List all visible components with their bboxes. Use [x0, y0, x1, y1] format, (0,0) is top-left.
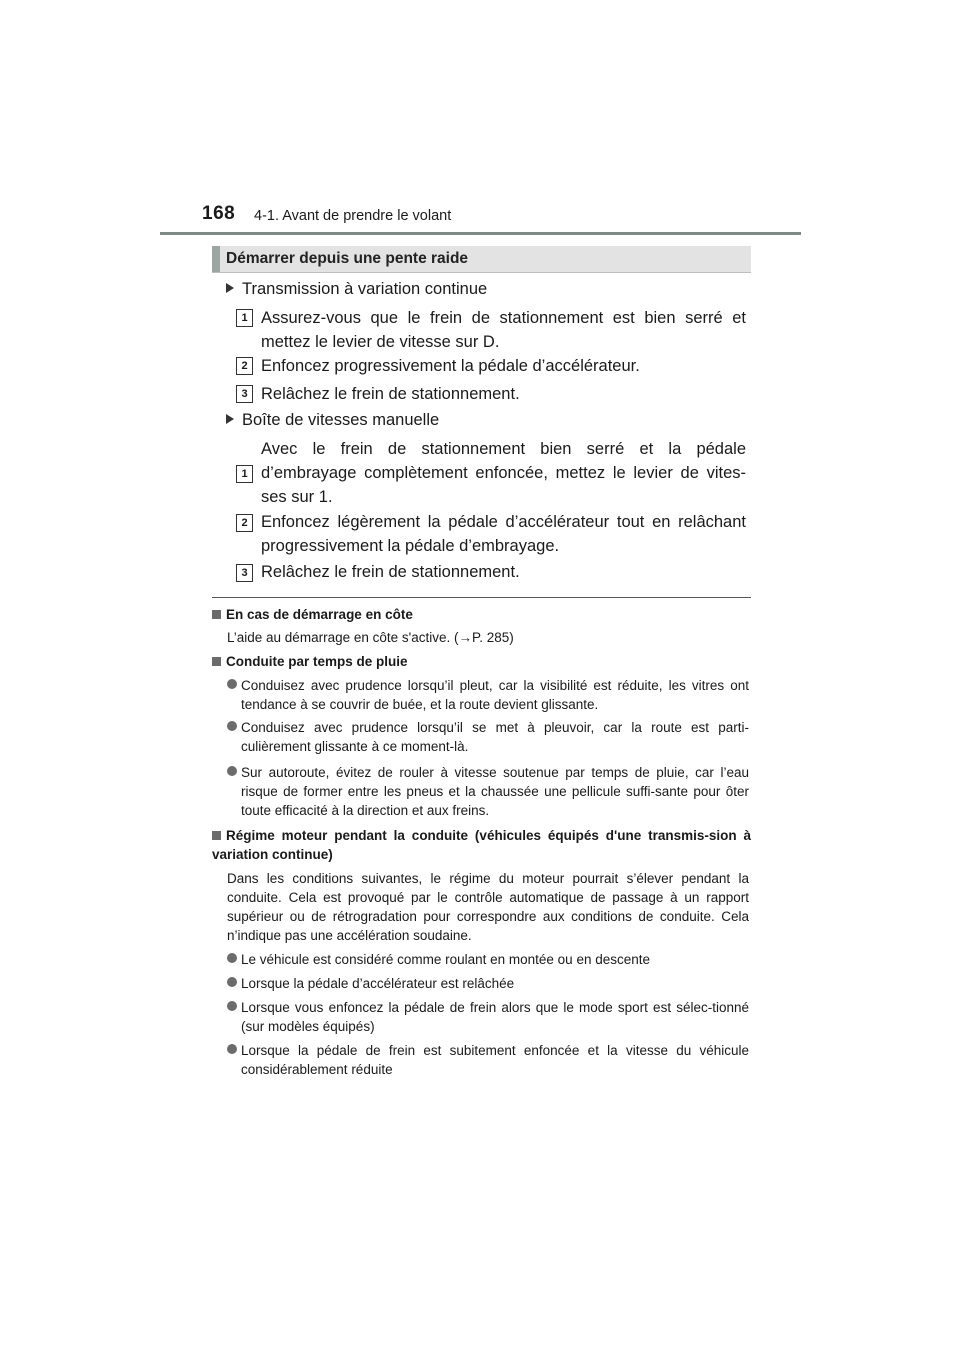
section-path: 4-1. Avant de prendre le volant	[254, 208, 452, 224]
round-bullet-icon	[227, 977, 237, 987]
triangle-bullet-icon	[226, 414, 234, 424]
engine-bullet-1: Le véhicule est considéré comme roulant en montée ou en descente	[227, 950, 749, 969]
rain-bullet-1: Conduisez avec prudence lorsqu’il pleut, car la visibilité est réduite, les vitres ont tendance à se couvrir de buée, et la route devient glissante.	[227, 676, 749, 714]
manual-step-2-number: 2	[236, 514, 253, 532]
engine-bullet-3: Lorsque vous enfoncez la pédale de frein alors que le mode sport est sélec-tionné (sur modèles équipés)	[227, 998, 749, 1036]
manual-step-2-text: Enfoncez légèrement la pédale d’accélérateur tout en relâchant progressivement la pédale d’embrayage.	[261, 513, 746, 555]
round-bullet-icon	[227, 721, 237, 731]
rain-bullet-2: Conduisez avec prudence lorsqu’il se met à pleuvoir, car la route est parti-culièrement glissante à ce moment-là.	[227, 718, 749, 756]
round-bullet-icon	[227, 679, 237, 689]
round-bullet-icon	[227, 1044, 237, 1054]
round-bullet-icon	[227, 766, 237, 776]
rain-bullet-3: Sur autoroute, évitez de rouler à vitesse soutenue par temps de pluie, car l’eau risque de former entre les pneus et la chaussée une pellicule suffi-sante pour ôter toute efficacité à la direction et aux freins.	[227, 763, 749, 820]
note-engine-text: Dans les conditions suivantes, le régime du moteur pourrait s’élever pendant la conduite. Cela est provoqué par le contrôle automatique de passage à un rapport supérieur ou de rétrogradation pour correspondre aux conditions de conduite. Cela n’indique pas une accélération soudaine.	[227, 871, 749, 943]
section-heading	[212, 246, 751, 273]
cvt-step-2-number: 2	[236, 357, 253, 375]
page-number: 168	[202, 203, 236, 224]
note-hill-title: En cas de démarrage en côte	[226, 607, 413, 622]
heading-text: Démarrer depuis une pente raide	[226, 250, 469, 267]
square-bullet-icon	[212, 657, 221, 666]
note-hill-text: L’aide au démarrage en côte s'active. (→P. 285)	[227, 630, 514, 645]
manual-step-3-text: Relâchez le frein de stationnement.	[261, 563, 520, 581]
round-bullet-icon	[227, 953, 237, 963]
cvt-step-1-text: Assurez-vous que le frein de stationnement est bien serré et mettez le levier de vitesse sur D.	[261, 309, 746, 351]
manual-subheading	[226, 411, 439, 430]
note-engine-title: Régime moteur pendant la conduite (véhicules équipés d'une transmis-sion à variation continue)	[212, 828, 751, 862]
manual-title: Boîte de vitesses manuelle	[242, 411, 440, 429]
square-bullet-icon	[212, 610, 221, 619]
triangle-bullet-icon	[226, 283, 234, 293]
header-rule	[160, 232, 801, 235]
cvt-step-3-text: Relâchez le frein de stationnement.	[261, 385, 520, 403]
manual-step-1-number: 1	[236, 465, 253, 483]
note-hill-heading	[212, 607, 413, 622]
note-engine-heading	[212, 826, 751, 864]
heading-accent	[212, 246, 220, 272]
cvt-step-3-number: 3	[236, 385, 253, 403]
cvt-subheading	[226, 280, 487, 299]
engine-bullet-2: Lorsque la pédale d’accélérateur est relâchée	[227, 974, 749, 993]
cvt-title: Transmission à variation continue	[242, 280, 488, 298]
engine-bullet-4: Lorsque la pédale de frein est subitement enfoncée et la vitesse du véhicule considérablement réduite	[227, 1041, 749, 1079]
square-bullet-icon	[212, 831, 221, 840]
cvt-step-1-number: 1	[236, 309, 253, 327]
section-divider	[212, 597, 751, 598]
note-rain-title: Conduite par temps de pluie	[226, 654, 408, 669]
note-rain-heading	[212, 654, 408, 669]
manual-step-3-number: 3	[236, 564, 253, 582]
round-bullet-icon	[227, 1001, 237, 1011]
cvt-step-2-text: Enfoncez progressivement la pédale d’accélérateur.	[261, 357, 640, 375]
manual-step-1-text: Avec le frein de stationnement bien serré et la pédale d’embrayage complètement enfoncée, mettez le levier de vites-ses sur 1.	[261, 440, 746, 506]
